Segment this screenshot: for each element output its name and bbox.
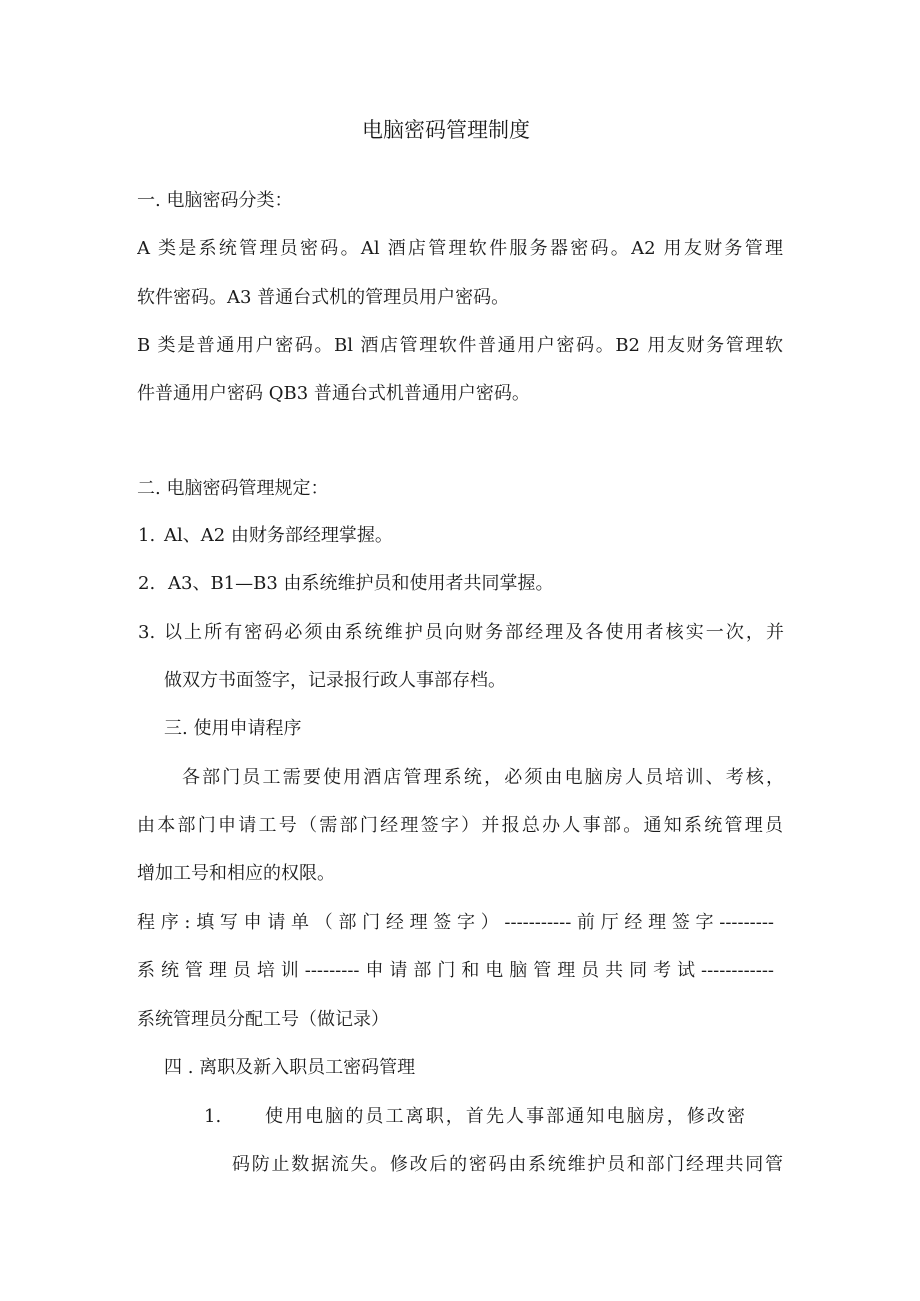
section1-para2-line1: B 类是普通用户密码。Bl 酒店管理软件普通用户密码。B2 用友财务管理软 (137, 335, 783, 356)
list-item-number: 3. (138, 622, 156, 643)
section4-heading: 四 . 离职及新入职员工密码管理 (164, 1057, 416, 1078)
list-item-continuation: 做双方书面签字，记录报行政人事部存档。 (164, 670, 506, 691)
page-title: 电脑密码管理制度 (362, 118, 530, 142)
list-item-number: 2. (138, 573, 156, 594)
section3-heading: 三. 使用申请程序 (164, 718, 302, 739)
list-item-number: 1. (138, 525, 156, 546)
procedure-line3: 系统管理员分配工号（做记录） (137, 1009, 389, 1030)
section3-para-line1: 各部门员工需要使用酒店管理系统，必须由电脑房人员培训、考核， (182, 767, 784, 788)
list-item-text: A3、B1—B3 由系统维护员和使用者共同掌握。 (168, 573, 554, 594)
list-item-text: Al、A2 由财务部经理掌握。 (164, 525, 393, 546)
section1-heading: 一. 电脑密码分类： (137, 190, 293, 211)
section3-para-line3: 增加工号和相应的权限。 (137, 863, 335, 884)
section1-para1-line1: A 类是系统管理员密码。Al 酒店管理软件服务器密码。A2 用友财务管理 (137, 238, 783, 259)
list-item-text: 以上所有密码必须由系统维护员向财务部经理及各使用者核实一次，并 (164, 622, 784, 643)
list-item-number: 1. (204, 1106, 222, 1127)
procedure-line2: 系统管理员培训---------申请部门和电脑管理员共同考试------------ (137, 960, 774, 981)
section4-item1-line1: 使用电脑的员工离职，首先人事部通知电脑房，修改密 (265, 1106, 745, 1127)
section1-para2-line2: 件普通用户密码 QB3 普通台式机普通用户密码。 (137, 383, 530, 404)
procedure-line1: 程序:填写申请单（部门经理签字）-----------前厅经理签字--------- (137, 912, 774, 933)
section1-para1-line2: 软件密码。A3 普通台式机的管理员用户密码。 (137, 287, 510, 308)
section3-para-line2: 由本部门申请工号（需部门经理签字）并报总办人事部。通知系统管理员 (137, 815, 783, 836)
section4-item1-line2: 码防止数据流失。修改后的密码由系统维护员和部门经理共同管 (232, 1154, 783, 1175)
section2-heading: 二. 电脑密码管理规定： (137, 478, 329, 499)
